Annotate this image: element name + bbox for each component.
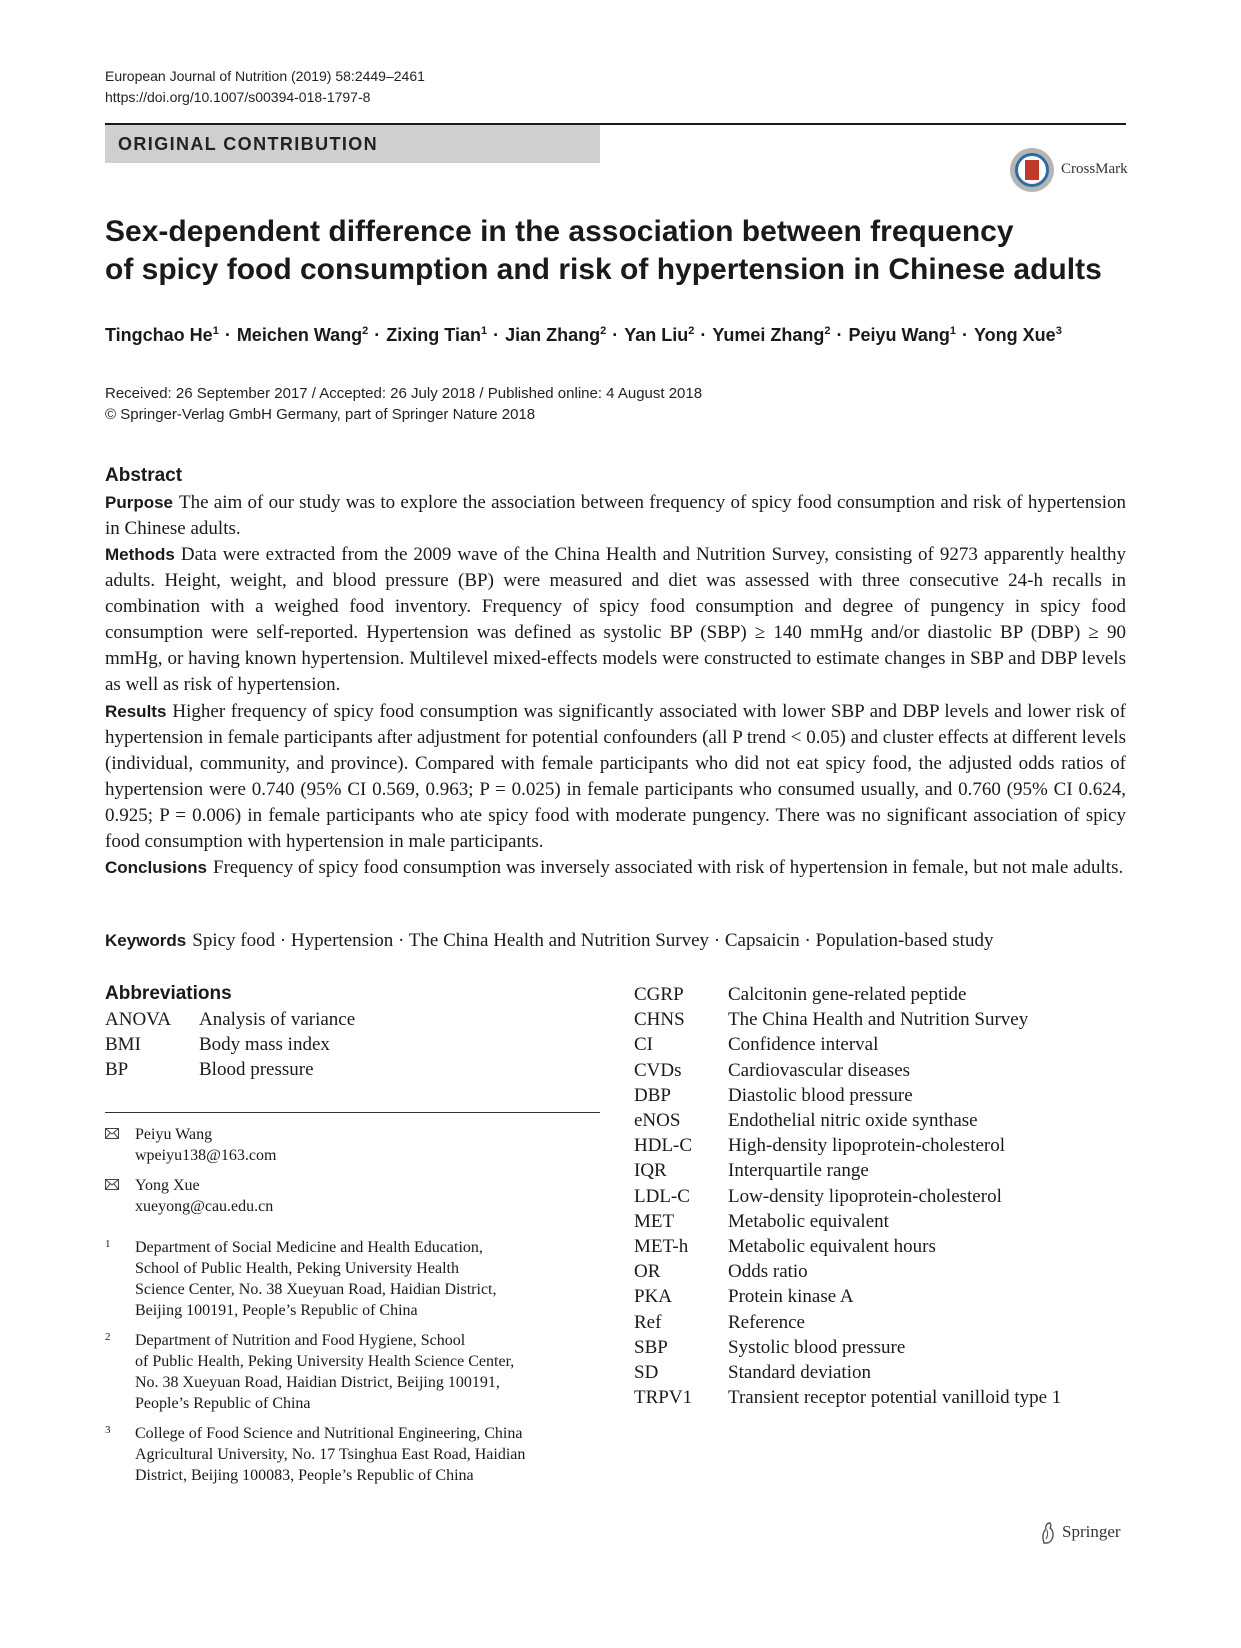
author-separator: ·	[224, 325, 231, 345]
author-name[interactable]: Tingchao He	[105, 325, 213, 345]
abbreviation-row	[634, 1034, 1154, 1058]
abbreviation-term: BMI	[105, 1034, 141, 1056]
conclusions-label: Conclusions	[105, 858, 208, 877]
abbreviation-term: SD	[634, 1362, 659, 1383]
abbreviation-term: LDL-C	[634, 1185, 690, 1207]
abbreviation-definition: The China Health and Nutrition Survey	[728, 1009, 1029, 1031]
abbreviation-term: ANOVA	[105, 1009, 172, 1030]
keywords	[105, 930, 1126, 952]
corresponding-author	[105, 1175, 600, 1219]
springer-horse-icon	[1038, 1521, 1058, 1545]
copyright-line: © Springer-Verlag GmbH Germany, part of Springer Nature 2018	[105, 406, 536, 423]
corresponding-author	[105, 1124, 600, 1168]
author-name[interactable]: Meichen Wang	[236, 325, 363, 345]
affiliation-line: District, Beijing 100083, People’s Republic of China	[135, 1467, 474, 1484]
abbreviation-term: PKA	[634, 1286, 673, 1308]
envelope-icon	[105, 1128, 119, 1139]
abbreviation-definition: Interquartile range	[728, 1160, 869, 1182]
author-separator: ·	[836, 325, 843, 345]
abbreviation-term: BP	[105, 1059, 129, 1081]
author-affiliation-marker: 1	[949, 325, 957, 337]
abbreviation-term: DBP	[634, 1084, 671, 1106]
author-list	[105, 325, 1062, 346]
keywords-text: Spicy food · Hypertension · The China Health and Nutrition Survey · Capsaicin · Population-based study	[192, 930, 994, 951]
abbreviation-definition: Low-density lipoprotein-cholesterol	[728, 1185, 1002, 1207]
results-text: Higher frequency of spicy food consumption was significantly associated with lower SBP and DBP levels and lower risk of hypertension in female participants after adjustment for potential confounders (all P trend < 0.05) and cluster effects at different levels (individual, community, and province). Compared with female participants who did not eat spicy food, the adjusted odds ratios of hypertension were 0.740 (95% CI 0.569, 0.963; P = 0.025) in female participants who consumed usually, and 0.760 (95% CI 0.624, 0.925; P = 0.006) in female participants who ate spicy food with moderate pungency. There was no significant association of spicy food consumption with hypertension in male participants.	[105, 701, 1126, 852]
abstract-results	[105, 699, 1126, 855]
abbreviation-definition: Odds ratio	[728, 1261, 808, 1283]
crossmark-label: CrossMark	[1061, 161, 1128, 177]
abbreviation-term: MET-h	[634, 1236, 689, 1257]
abbreviation-row	[105, 1059, 625, 1083]
abbreviation-row	[634, 1009, 1154, 1033]
abbreviation-row	[634, 984, 1154, 1008]
affiliation-line: Department of Nutrition and Food Hygiene, School	[135, 1332, 466, 1349]
abstract-purpose	[105, 490, 1126, 542]
abbreviation-row	[634, 1337, 1154, 1361]
author-affiliation-marker: 3	[1055, 325, 1062, 337]
abstract-methods	[105, 542, 1126, 698]
author-name[interactable]: Yan Liu	[624, 325, 689, 345]
results-label: Results	[105, 702, 167, 721]
affiliation-line: School of Public Health, Peking University Health	[135, 1260, 459, 1277]
affiliation-line: Beijing 100191, People’s Republic of China	[135, 1302, 418, 1319]
publisher-mark	[1038, 1520, 1138, 1546]
affiliation-number: 2	[105, 1331, 111, 1343]
author-name[interactable]: Zixing Tian	[386, 325, 481, 345]
corresponding-author-name: Peiyu Wang	[135, 1126, 213, 1143]
affiliation-line: Department of Social Medicine and Health Education,	[135, 1239, 483, 1256]
author-affiliation-marker: 2	[362, 325, 369, 337]
abbreviation-row	[634, 1387, 1154, 1411]
abbreviation-term: SBP	[634, 1336, 668, 1358]
abbreviation-definition: Endothelial nitric oxide synthase	[728, 1110, 978, 1131]
author-separator: ·	[374, 325, 381, 345]
section-banner: ORIGINAL CONTRIBUTION	[105, 125, 600, 163]
abbreviation-definition: Body mass index	[199, 1034, 330, 1056]
abbreviation-row	[105, 1034, 625, 1058]
author-affiliation-marker: 1	[212, 325, 219, 337]
affiliation-line: Science Center, No. 38 Xueyuan Road, Haidian District,	[135, 1281, 497, 1298]
abbreviation-definition: Confidence interval	[728, 1034, 879, 1056]
conclusions-text: Frequency of spicy food consumption was inversely associated with risk of hypertension in female, but not male adults.	[213, 857, 1124, 878]
abbreviation-definition: Systolic blood pressure	[728, 1336, 906, 1358]
corresponding-author-email[interactable]: wpeiyu138@163.com	[135, 1147, 277, 1164]
abbreviation-definition: Metabolic equivalent	[728, 1210, 889, 1232]
abbreviation-row	[634, 1211, 1154, 1235]
abbreviation-term: CGRP	[634, 984, 684, 1005]
affiliation	[105, 1330, 600, 1414]
affiliation-number: 1	[105, 1238, 111, 1250]
abbreviation-row	[634, 1362, 1154, 1386]
author-name[interactable]: Yong Xue	[974, 325, 1056, 345]
abbreviation-row	[634, 1312, 1154, 1336]
author-name[interactable]: Yumei Zhang	[712, 325, 825, 345]
abbreviation-row	[634, 1286, 1154, 1310]
abbreviation-term: HDL-C	[634, 1135, 693, 1157]
affiliation-line: College of Food Science and Nutritional Engineering, China	[135, 1425, 523, 1442]
abbreviation-term: IQR	[634, 1160, 667, 1182]
abbreviation-row	[634, 1060, 1154, 1084]
author-separator: ·	[493, 325, 500, 345]
abbreviation-term: MET	[634, 1210, 675, 1232]
affiliation-line: Agricultural University, No. 17 Tsinghua East Road, Haidian	[135, 1446, 526, 1463]
author-affiliation-marker: 2	[824, 325, 831, 337]
keywords-label: Keywords	[105, 931, 187, 950]
abbreviation-row	[634, 1110, 1154, 1134]
abbreviation-definition: Analysis of variance	[199, 1009, 356, 1030]
abbreviation-row	[105, 1009, 625, 1033]
title-line-2: of spicy food consumption and risk of hypertension in Chinese adults	[105, 253, 1102, 286]
envelope-icon	[105, 1179, 119, 1190]
purpose-label: Purpose	[105, 493, 174, 512]
abbreviations-heading: Abbreviations	[105, 983, 232, 1004]
affiliation	[105, 1237, 600, 1321]
abbreviation-term: CHNS	[634, 1009, 685, 1031]
affiliation	[105, 1423, 600, 1486]
publisher-label: Springer	[1062, 1522, 1121, 1541]
abbreviation-definition: Calcitonin gene-related peptide	[728, 984, 967, 1005]
abbreviation-row	[634, 1085, 1154, 1109]
abbreviation-row	[634, 1186, 1154, 1210]
abbreviation-definition: Transient receptor potential vanilloid type 1	[728, 1387, 1062, 1409]
article-title	[105, 213, 1105, 289]
dates-line: Received: 26 September 2017 / Accepted: 26 July 2018 / Published online: 4 August 2018	[105, 385, 703, 402]
author-separator: ·	[962, 325, 969, 345]
corresponding-author-email[interactable]: xueyong@cau.edu.cn	[135, 1198, 274, 1215]
affiliation-line: of Public Health, Peking University Health Science Center,	[135, 1353, 515, 1370]
abbreviation-definition: Blood pressure	[199, 1059, 314, 1081]
corresponding-author-name: Yong Xue	[135, 1177, 200, 1194]
abstract-conclusions	[105, 855, 1126, 881]
author-affiliation-marker: 1	[480, 325, 488, 337]
methods-text: Data were extracted from the 2009 wave of the China Health and Nutrition Survey, consisting of 9273 apparently healthy adults. Height, weight, and blood pressure (BP) were measured and diet was assessed with three consecutive 24-h recalls in combination with a weighed food inventory. Frequency of spicy food consumption and degree of pungency in spicy food consumption were self-reported. Hypertension was defined as systolic BP (SBP) ≥ 140 mmHg and/or diastolic BP (DBP) ≥ 90 mmHg, or having known hypertension. Multilevel mixed-effects models were constructed to estimate changes in SBP and DBP levels as well as risk of hypertension.	[105, 544, 1126, 695]
abbreviation-definition: Cardiovascular diseases	[728, 1059, 911, 1081]
abbreviation-definition: Standard deviation	[728, 1362, 871, 1383]
affiliation-number: 3	[105, 1424, 111, 1436]
author-name[interactable]: Peiyu Wang	[848, 325, 950, 345]
abbreviation-term: Ref	[634, 1311, 662, 1333]
purpose-text: The aim of our study was to explore the association between frequency of spicy food consumption and risk of hypertension in Chinese adults.	[105, 492, 1126, 539]
doi-link[interactable]: https://doi.org/10.1007/s00394-018-1797-8	[105, 89, 371, 105]
abbreviation-definition: Protein kinase A	[728, 1286, 854, 1308]
abbreviation-definition: Metabolic equivalent hours	[728, 1236, 936, 1257]
crossmark-badge[interactable]	[1010, 148, 1130, 196]
affiliation-line: People’s Republic of China	[135, 1395, 311, 1412]
abbreviation-row	[634, 1261, 1154, 1285]
author-separator: ·	[700, 325, 707, 345]
author-affiliation-marker: 2	[688, 325, 695, 337]
author-separator: ·	[612, 325, 619, 345]
author-name[interactable]: Jian Zhang	[505, 325, 601, 345]
abbreviation-term: OR	[634, 1261, 661, 1283]
abbreviation-row	[634, 1160, 1154, 1184]
abbreviation-definition: High-density lipoprotein-cholesterol	[728, 1135, 1006, 1157]
crossmark-icon	[1010, 148, 1054, 192]
abbreviation-term: TRPV1	[634, 1387, 693, 1409]
footnote-rule	[105, 1112, 600, 1113]
abbreviation-term: CI	[634, 1034, 653, 1056]
affiliation-line: No. 38 Xueyuan Road, Haidian District, Beijing 100191,	[135, 1374, 500, 1391]
abbreviation-row	[634, 1236, 1154, 1260]
abstract-heading: Abstract	[105, 465, 183, 486]
abbreviation-definition: Reference	[728, 1311, 805, 1333]
journal-citation: European Journal of Nutrition (2019) 58:2449–2461	[105, 68, 425, 84]
abbreviation-row	[634, 1135, 1154, 1159]
author-affiliation-marker: 2	[600, 325, 607, 337]
abbreviation-definition: Diastolic blood pressure	[728, 1084, 913, 1106]
methods-label: Methods	[105, 545, 175, 564]
abbreviation-term: CVDs	[634, 1059, 682, 1081]
abbreviation-term: eNOS	[634, 1110, 681, 1131]
title-line-1: Sex-dependent difference in the association between frequency	[105, 215, 1014, 248]
